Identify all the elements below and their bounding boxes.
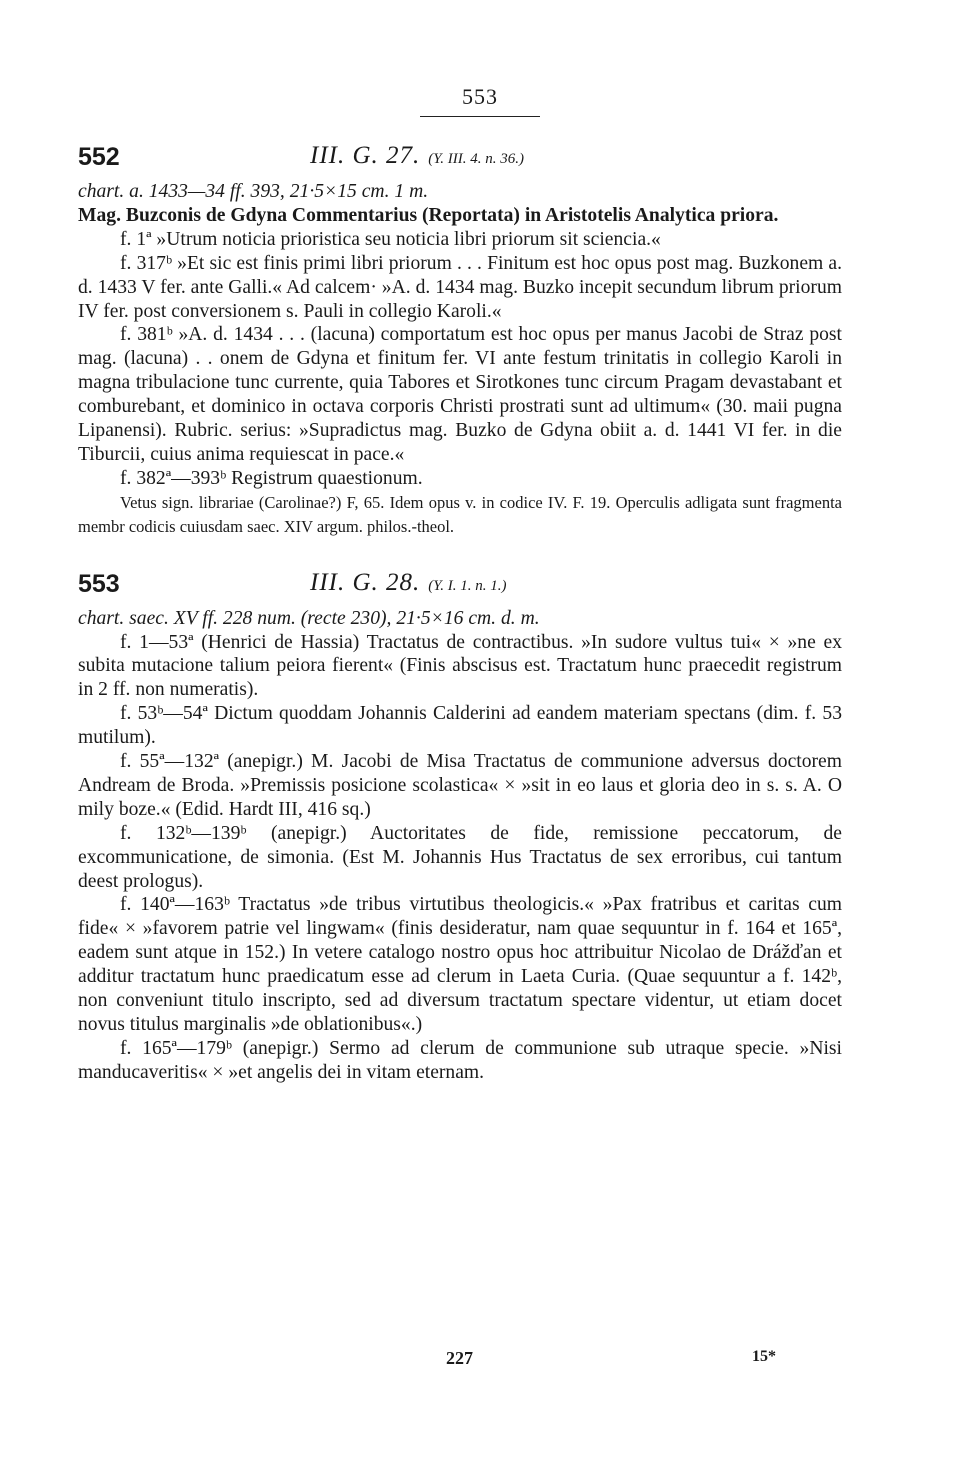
entry-number: 553 bbox=[78, 569, 120, 598]
content-item: f. 140ª—163ᵇ Tractatus »de tribus virtutibus theologicis.« »Pax fratribus et caritas cum fide« × »favorem patrie vel lingwam« (finis desideratur, nam quae sequuntur in f. 164 et 165ª, eadem sunt atque in 152.) In vetere catalogo nostro opus hoc attribuitur Nicolao de Drážďan et additur tractatum hunc praedicatum esse ad clerum in Laeta Curia. (Quae sequuntur a f. 142ᵇ, non conveniunt titulo inscripto, sed ad diversum tractatum spectare videntur, ut etiam docet novus titulus marginalis »de oblationibus«.) bbox=[78, 894, 842, 1035]
content-item: f. 53ᵇ—54ª Dictum quoddam Johannis Calderini ad eandem materiam spectans (dim. f. 53 mutilum). bbox=[78, 703, 842, 749]
footer-signature-mark: 15* bbox=[752, 1348, 776, 1365]
content-item: f. 317ᵇ »Et sic est finis primi libri priorum . . . Finitum est hoc opus post mag. Buzkonem a. d. 1433 V fer. ante Galli.« Ad calcem· »A. d. 1434 mag. Buzko incepit secundum librum priorum IV fer. post conversionem s. Pauli in collegio Karoli.« bbox=[78, 252, 842, 322]
page-body bbox=[78, 140, 842, 1085]
entry-552-heading bbox=[78, 140, 842, 180]
content-item: f. 1ª »Utrum noticia prioristica seu noticia libri priorum sit sciencia.« bbox=[120, 228, 661, 250]
entry-number: 552 bbox=[78, 143, 120, 171]
shelfmark-current: III. G. 28. bbox=[310, 568, 421, 596]
shelfmark bbox=[310, 568, 507, 599]
shelfmark-old: (Y. III. 4. n. 36.) bbox=[428, 151, 524, 167]
content-item: f. 55ª—132ª (anepigr.) M. Jacobi de Misa Tractatus de communione adversus doctorem Andream de Broda. »Premissis posicione scolastica« × »sit in eo laus et gloria deo in s. s. A. O mily boze.« (Edid. Hardt III, 416 sq.) bbox=[78, 751, 842, 820]
content-item: f. 132ᵇ—139ᵇ (anepigr.) Auctoritates de fide, remissione peccatorum, de excommunicatione, de simonia. (Est M. Johannis Hus Tractatus de sex erroribus, cui tantum deest prologus). bbox=[78, 822, 842, 892]
shelfmark-old: (Y. I. 1. n. 1.) bbox=[428, 577, 507, 594]
provenance-note: Vetus sign. librariae (Carolinae?) F, 65. Idem opus v. in codice IV. F. 19. Operculis adligata sunt fragmenta membr codicis cuiusdam saec. XIV argum. philos.-theol. bbox=[78, 492, 842, 536]
physical-description: chart. a. 1433—34 ff. 393, 21·5×15 cm. 1 m. bbox=[78, 181, 429, 202]
manuscript-title: Mag. Buzconis de Gdyna Commentarius (Reportata) in Aristotelis Analytica priora. bbox=[78, 204, 779, 226]
content-item: f. 382ª—393ᵇ Registrum quaestionum. bbox=[120, 467, 423, 489]
footer-page-number: 227 bbox=[446, 1348, 473, 1368]
shelfmark-current: III. G. 27. bbox=[310, 142, 421, 169]
physical-description: chart. saec. XV ff. 228 num. (recte 230), 21·5×16 cm. d. m. bbox=[78, 607, 540, 629]
shelfmark bbox=[310, 144, 524, 172]
content-item: f. 165ª—179ᵇ (anepigr.) Sermo ad clerum de communione sub utraque specie. »Nisi manducaveritis« × »et angelis dei in vitam eternam. bbox=[78, 1037, 842, 1083]
entry-553-heading bbox=[78, 567, 842, 607]
running-head-page-number: 553 bbox=[420, 84, 540, 117]
content-item: f. 1—53ª (Henrici de Hassia) Tractatus de contractibus. »In sudore vultus tui« × »ne ex subita mutacione talium peiora fierent« (Finis abscisus est. Tractatum hunc praecedit registrum in 2 ff. non numeratis). bbox=[78, 631, 842, 701]
content-item: f. 381ᵇ »A. d. 1434 . . . (lacuna) comportatum est hoc opus per manus Jacobi de Straz post mag. (lacuna) . . onem de Gdyna et finitum fer. VI ante festum trinitatis in collegio Karoli in magna tribulacione tunc currente, quia Tabores et Sirotkones tunc circum Pragam devastabant et comburebant, et dominico in octava corporis Christi prostrati sunt ad ultimum« (30. maii pugna Lipanensi). Rubric. serius: »Supradictus mag. Buzko de Gdyna obiit a. d. 1441 VI fer. in die Tiburcii, cuius anima requiescat in pace.« bbox=[78, 324, 842, 465]
